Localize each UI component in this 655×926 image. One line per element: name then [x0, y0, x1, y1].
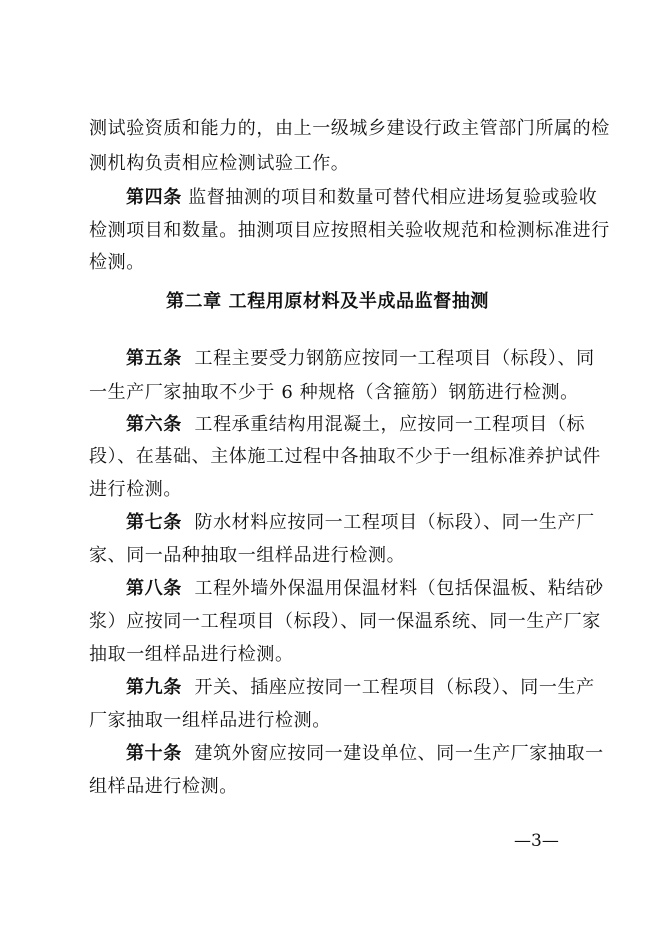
- article-7: [126, 512, 595, 534]
- article-text: 工程承重结构用混凝土，应按同一工程项目（标: [194, 414, 586, 435]
- article-label: 第六条: [126, 414, 182, 435]
- text-line: 段）、在基础、主体施工过程中各抽取不少于一组标准养护试件: [89, 446, 601, 467]
- text-line: 测试验资质和能力的，由上一级城乡建设行政主管部门所属的检: [89, 118, 610, 139]
- article-text: 建筑外窗应按同一建设单位、同一生产厂家抽取一: [194, 743, 604, 764]
- text-line: 一生产厂家抽取不少于 6 种规格（含箍筋）钢筋进行检测。: [89, 382, 579, 403]
- article-label: 第四条: [126, 187, 182, 208]
- article-8: [126, 578, 604, 600]
- article-4: [126, 187, 597, 209]
- text-line: 检测。: [89, 252, 145, 273]
- page-number: —3—: [514, 831, 559, 851]
- text-line: 家、同一品种抽取一组样品进行检测。: [89, 545, 406, 566]
- article-label: 第九条: [126, 677, 182, 698]
- text-line: 抽取一组样品进行检测。: [89, 644, 294, 665]
- article-text: 监督抽测的项目和数量可替代相应进场复验或验收: [188, 187, 598, 208]
- article-9: [126, 677, 595, 699]
- article-text: 工程主要受力钢筋应按同一工程项目（标段）、同: [194, 348, 595, 369]
- text-line: 组样品进行检测。: [89, 776, 238, 797]
- text-line: 检测项目和数量。抽测项目应按照相关验收规范和检测标准进行: [89, 220, 610, 241]
- article-text: 防水材料应按同一工程项目（标段）、同一生产厂: [194, 512, 595, 533]
- text-line: 厂家抽取一组样品进行检测。: [89, 710, 331, 731]
- article-label: 第十条: [126, 743, 182, 764]
- article-label: 第五条: [126, 348, 182, 369]
- text-line: 浆）应按同一工程项目（标段）、同一保温系统、同一生产厂家: [89, 611, 601, 632]
- article-label: 第八条: [126, 578, 182, 599]
- article-10: [126, 743, 604, 765]
- chapter-heading: 第二章 工程用原材料及半成品监督抽测: [165, 291, 490, 312]
- article-text: 开关、插座应按同一工程项目（标段）、同一生产: [194, 677, 595, 698]
- article-label: 第七条: [126, 512, 182, 533]
- text-line: 测机构负责相应检测试验工作。: [89, 153, 350, 174]
- article-text: 工程外墙外保温用保温材料（包括保温板、粘结砂: [194, 578, 604, 599]
- text-line: 进行检测。: [89, 479, 182, 500]
- article-5: [126, 348, 595, 370]
- article-6: [126, 414, 585, 436]
